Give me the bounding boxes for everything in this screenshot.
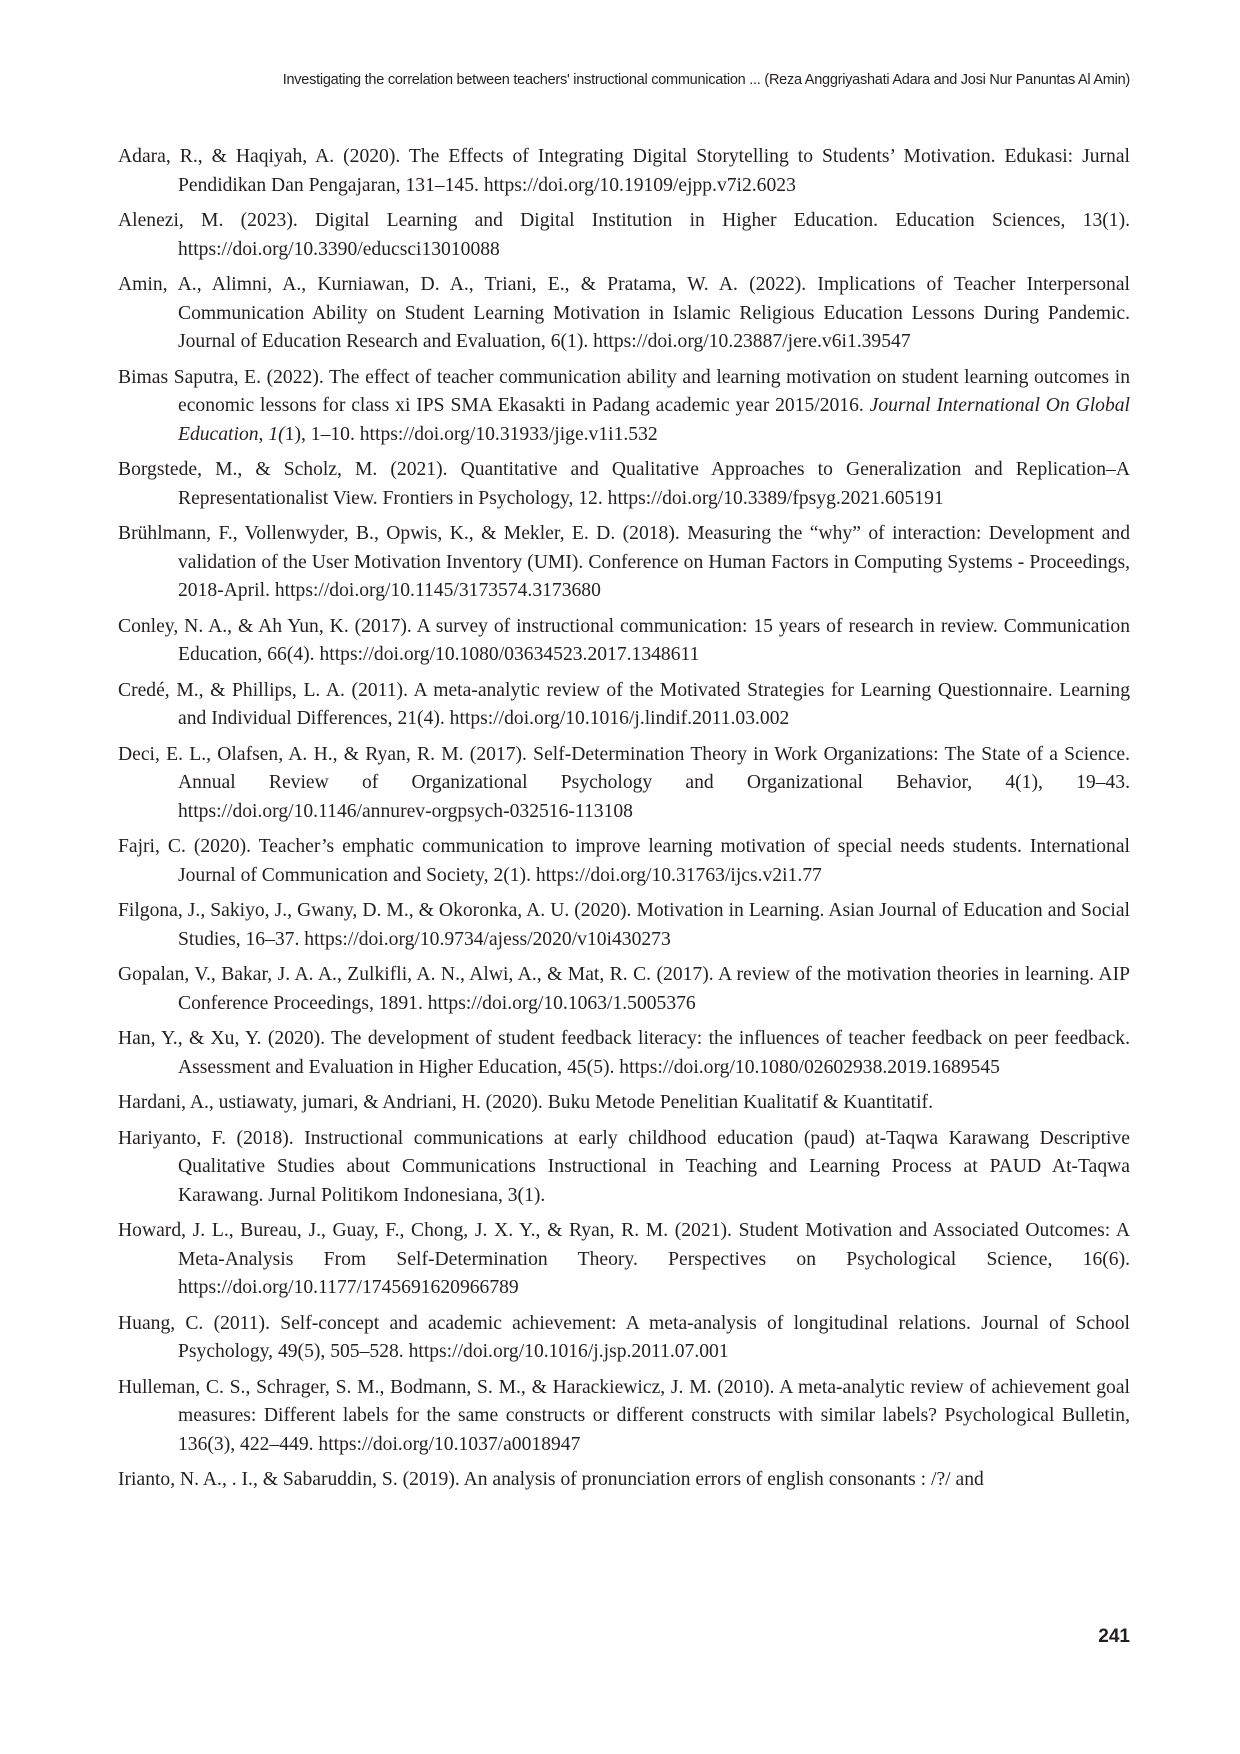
reference-filgona-2020: Filgona, J., Sakiyo, J., Gwany, D. M., & Okoronka, A. U. (2020). Motivation in Learning. Asian Journal of Education and Social Studies, 16–37. https://doi.org/10.9734/ajess/2020/v10i430273	[118, 900, 1130, 950]
reference-borgstede-2021: Borgstede, M., & Scholz, M. (2021). Quantitative and Qualitative Approaches to Generalization and Replication–A Representationalist View. Frontiers in Psychology, 12. https://doi.org/10.3389/fpsyg.2021.605191	[118, 459, 1130, 509]
reference-bruhlmann-2018: Brühlmann, F., Vollenwyder, B., Opwis, K., & Mekler, E. D. (2018). Measuring the “why” of interaction: Development and validation of the User Motivation Inventory (UMI). Conference on Human Factors in Computing Systems - Proceedings, 2018-April. https://doi.org/10.1145/3173574.3173680	[118, 523, 1130, 602]
reference-huang-2011: Huang, C. (2011). Self-concept and academic achievement: A meta-analysis of longitudinal relations. Journal of School Psychology, 49(5), 505–528. https://doi.org/10.1016/j.jsp.2011.07.001	[118, 1312, 1130, 1363]
reference-conley-2017: Conley, N. A., & Ah Yun, K. (2017). A survey of instructional communication: 15 years of research in review. Communication Education, 66(4). https://doi.org/10.1080/03634523.2017.1348611	[118, 615, 1130, 666]
reference-text: Bimas Saputra, E. (2022). The effect of teacher communication ability and learning motivation on student learning outcomes in economic lessons for class xi IPS SMA Ekasakti in Padang academic year 2015/2016.	[118, 366, 1130, 417]
reference-hulleman-2010: Hulleman, C. S., Schrager, S. M., Bodmann, S. M., & Harackiewicz, J. M. (2010). A meta-analytic review of achievement goal measures: Different labels for the same constructs or different constructs with similar labels? Psychological Bulletin, 136(3), 422–449. https://doi.org/10.1037/a0018947	[118, 1376, 1130, 1455]
reference-adara-2020: Adara, R., & Haqiyah, A. (2020). The Effects of Integrating Digital Storytelling to Students’ Motivation. Edukasi: Jurnal Pendidikan Dan Pengajaran, 131–145. https://doi.org/10.19109/ejpp.v7i2.6023	[118, 146, 1130, 196]
reference-crede-2011: Credé, M., & Phillips, L. A. (2011). A meta-analytic review of the Motivated Strategies for Learning Questionnaire. Learning and Individual Differences, 21(4). https://doi.org/10.1016/j.lindif.2011.03.002	[118, 679, 1130, 730]
reference-han-2020: Han, Y., & Xu, Y. (2020). The development of student feedback literacy: the influences of teacher feedback on peer feedback. Assessment and Evaluation in Higher Education, 45(5). https://doi.org/10.1080/02602938.2019.1689545	[118, 1028, 1130, 1078]
reference-gopalan-2017: Gopalan, V., Bakar, J. A. A., Zulkifli, A. N., Alwi, A., & Mat, R. C. (2017). A review of the motivation theories in learning. AIP Conference Proceedings, 1891. https://doi.org/10.1063/1.5005376	[118, 964, 1130, 1014]
reference-text-after: 1), 1–10. https://doi.org/10.31933/jige.v1i1.532	[284, 423, 658, 445]
reference-irianto-2019: Irianto, N. A., . I., & Sabaruddin, S. (2019). An analysis of pronunciation errors of english consonants : /?/ and	[118, 1469, 984, 1491]
reference-journal-italic: Journal International On Global Education, 1(	[178, 395, 1130, 445]
running-header: Investigating the correlation between teachers' instructional communication ... (Reza Anggriyashati Adara and Josi Nur Panuntas Al Amin)	[282, 72, 1130, 88]
reference-hariyanto-2018: Hariyanto, F. (2018). Instructional communications at early childhood education (paud) at-Taqwa Karawang Descriptive Qualitative Studies about Communications Instructional in Teaching and Learning Process at PAUD At-Taqwa Karawang. Jurnal Politikom Indonesiana, 3(1).	[118, 1127, 1130, 1206]
reference-howard-2021: Howard, J. L., Bureau, J., Guay, F., Chong, J. X. Y., & Ryan, R. M. (2021). Student Motivation and Associated Outcomes: A Meta-Analysis From Self-Determination Theory. Perspectives on Psychological Science, 16(6). https://doi.org/10.1177/1745691620966789	[118, 1220, 1130, 1299]
reference-deci-2017: Deci, E. L., Olafsen, A. H., & Ryan, R. M. (2017). Self-Determination Theory in Work Organizations: The State of a Science. Annual Review of Organizational Psychology and Organizational Behavior, 4(1), 19–43. https://doi.org/10.1146/annurev-orgpsych-032516-113108	[118, 743, 1130, 822]
reference-bimas-saputra-2022	[118, 364, 1130, 450]
reference-alenezi-2023: Alenezi, M. (2023). Digital Learning and Digital Institution in Higher Education. Education Sciences, 13(1). https://doi.org/10.3390/educsci13010088	[118, 209, 1130, 260]
page-number: 241	[1098, 1626, 1130, 1647]
reference-fajri-2020: Fajri, C. (2020). Teacher’s emphatic communication to improve learning motivation of special needs students. International Journal of Communication and Society, 2(1). https://doi.org/10.31763/ijcs.v2i1.77	[118, 836, 1130, 886]
reference-amin-2022: Amin, A., Alimni, A., Kurniawan, D. A., Triani, E., & Pratama, W. A. (2022). Implications of Teacher Interpersonal Communication Ability on Student Learning Motivation in Islamic Religious Education Lessons During Pandemic. Journal of Education Research and Evaluation, 6(1). https://doi.org/10.23887/jere.v6i1.39547	[118, 273, 1130, 353]
reference-hardani-2020: Hardani, A., ustiawaty, jumari, & Andriani, H. (2020). Buku Metode Penelitian Kualitatif & Kuantitatif.	[118, 1092, 933, 1114]
reference-list	[118, 143, 1130, 1502]
